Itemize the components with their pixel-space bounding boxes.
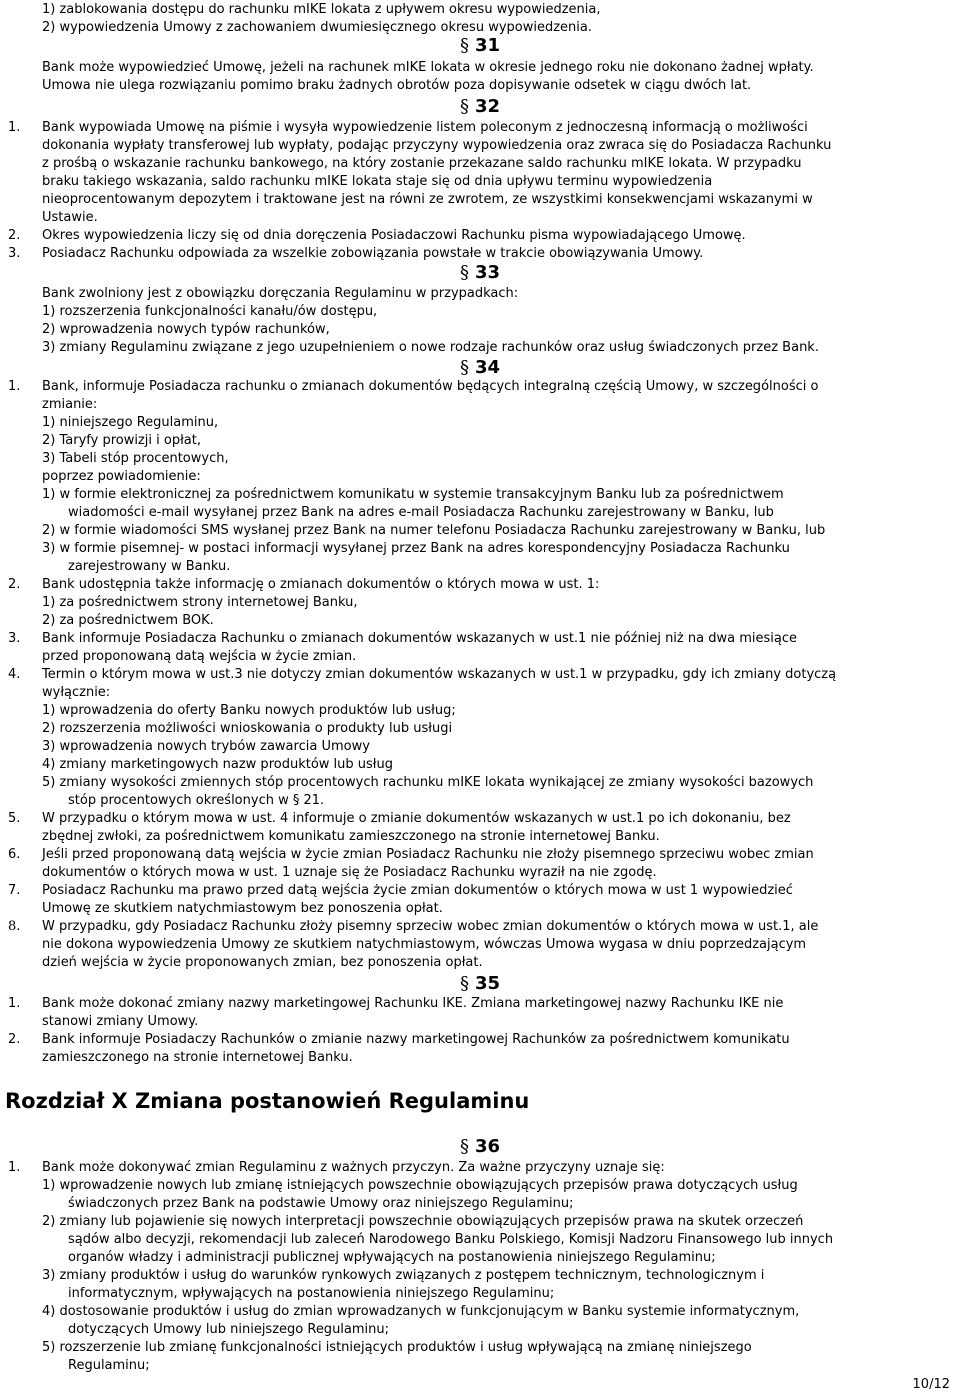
paragraph-line: Posiadacz Rachunku odpowiada za wszelkie zobowiązania powstałe w trakcie obowiązywania Umowy. bbox=[42, 246, 704, 261]
item-number: 3. bbox=[8, 246, 21, 261]
list-item: 1) zablokowania dostępu do rachunku mIKE lokata z upływem okresu wypowiedzenia, bbox=[42, 2, 601, 17]
list-item: 3) Tabeli stóp procentowych, bbox=[42, 451, 229, 466]
item-number: 1. bbox=[8, 1160, 21, 1175]
list-item-continuation: organów władzy i administracji publicznej wpływających na postanowienia niniejszego Regulaminu; bbox=[68, 1250, 716, 1265]
item-number: 2. bbox=[8, 1032, 21, 1047]
section-heading-36 bbox=[0, 1136, 960, 1158]
list-item-continuation: sądów albo decyzji, rekomendacji lub zaleceń Narodowego Banku Polskiego, Komisji Nadzoru Finansowego lub innych bbox=[68, 1232, 834, 1247]
section-number: 36 bbox=[474, 1136, 501, 1157]
paragraph-line: stanowi zmiany Umowy. bbox=[42, 1014, 199, 1029]
section-heading-31 bbox=[0, 35, 960, 57]
list-item: 2) wprowadzenia nowych typów rachunków, bbox=[42, 322, 330, 337]
paragraph-line: braku takiego wskazania, saldo rachunku mIKE lokata staje się od dnia upływu terminu wypowiedzenia bbox=[42, 174, 713, 189]
paragraph-line: Termin o którym mowa w ust.3 nie dotyczy zmian dokumentów wskazanych w ust.1 w przypadku, gdy ich zmiany dotyczą bbox=[42, 667, 837, 682]
paragraph-line: poprzez powiadomienie: bbox=[42, 469, 201, 484]
list-item-continuation: informatycznym, wpływających na postanowienia niniejszego Regulaminu; bbox=[68, 1286, 555, 1301]
item-number: 2. bbox=[8, 577, 21, 592]
list-item: 2) wypowiedzenia Umowy z zachowaniem dwumiesięcznego okresu wypowiedzenia. bbox=[42, 20, 592, 35]
paragraph-line: Bank może wypowiedzieć Umowę, jeżeli na rachunek mIKE lokata w okresie jednego roku nie dokonano żadnej wpłaty. bbox=[42, 60, 814, 75]
paragraph-line: nie dokona wypowiedzenia Umowy ze skutkiem natychmiastowym, wówczas Umowa wygasa w dniu poprzedzającym bbox=[42, 937, 807, 952]
list-item: 3) w formie pisemnej- w postaci informacji wysyłanej przez Bank na adres korespondencyjny Posiadacza Rachunku bbox=[42, 541, 790, 556]
section-symbol-icon: § bbox=[459, 35, 469, 56]
paragraph-line: dokonania wypłaty transferowej lub wypłaty, podając przyczyny wypowiedzenia oraz zwraca się do Posiadacza Rachunku bbox=[42, 138, 832, 153]
list-item: 1) za pośrednictwem strony internetowej Banku, bbox=[42, 595, 358, 610]
paragraph-line: wyłącznie: bbox=[42, 685, 111, 700]
section-number: 35 bbox=[474, 973, 501, 994]
list-item-continuation: zarejestrowany w Banku. bbox=[68, 559, 231, 574]
list-item: 1) rozszerzenia funkcjonalności kanału/ów dostępu, bbox=[42, 304, 378, 319]
paragraph-line: W przypadku o którym mowa w ust. 4 informuje o zmianie dokumentów wskazanych w ust.1 po ich dokonaniu, bez bbox=[42, 811, 791, 826]
section-heading-34 bbox=[0, 357, 960, 379]
paragraph-line: z prośbą o wskazanie rachunku bankowego, na który zostanie przekazane saldo rachunku mIKE lokata. W przypadku bbox=[42, 156, 802, 171]
list-item: 1) wprowadzenia do oferty Banku nowych produktów lub usług; bbox=[42, 703, 456, 718]
paragraph-line: dokumentów o których mowa w ust. 1 uznaje się że Posiadacz Rachunku wyraził na nie zgodę. bbox=[42, 865, 657, 880]
list-item: 5) zmiany wysokości zmiennych stóp procentowych rachunku mIKE lokata wynikającej ze zmiany wysokości bazowych bbox=[42, 775, 814, 790]
paragraph-line: Umowę ze skutkiem natychmiastowym bez ponoszenia opłat. bbox=[42, 901, 443, 916]
paragraph-line: Bank udostępnia także informację o zmianach dokumentów o których mowa w ust. 1: bbox=[42, 577, 600, 592]
section-heading-33 bbox=[0, 262, 960, 284]
list-item: 2) Taryfy prowizji i opłat, bbox=[42, 433, 201, 448]
item-number: 7. bbox=[8, 883, 21, 898]
section-number: 34 bbox=[474, 357, 501, 378]
item-number: 1. bbox=[8, 379, 21, 394]
list-item: 4) dostosowanie produktów i usług do zmian wprowadzanych w funkcjonującym w Banku systemie informatycznym, bbox=[42, 1304, 800, 1319]
paragraph-line: Umowa nie ulega rozwiązaniu pomimo braku żadnych obrotów poza dopisywanie odsetek w ciągu dwóch lat. bbox=[42, 78, 752, 93]
section-number: 33 bbox=[474, 262, 501, 283]
paragraph-line: Bank informuje Posiadaczy Rachunków o zmianie nazwy marketingowej Rachunków za pośrednictwem komunikatu bbox=[42, 1032, 790, 1047]
paragraph-line: Bank może dokonać zmiany nazwy marketingowej Rachunku IKE. Zmiana marketingowej nazwy Rachunku IKE nie bbox=[42, 996, 784, 1011]
paragraph-line: przed proponowaną datą wejścia w życie zmian. bbox=[42, 649, 357, 664]
paragraph-line: Bank może dokonywać zmian Regulaminu z ważnych przyczyn. Za ważne przyczyny uznaje się: bbox=[42, 1160, 665, 1175]
section-number: 32 bbox=[474, 96, 501, 117]
section-heading-35 bbox=[0, 973, 960, 995]
section-symbol-icon: § bbox=[459, 262, 469, 283]
list-item-continuation: świadczonych przez Bank na podstawie Umowy oraz niniejszego Regulaminu; bbox=[68, 1196, 574, 1211]
list-item-continuation: dotyczących Umowy lub niniejszego Regulaminu; bbox=[68, 1322, 390, 1337]
section-symbol-icon: § bbox=[459, 96, 469, 117]
paragraph-line: W przypadku, gdy Posiadacz Rachunku złoży pisemny sprzeciw wobec zmian dokumentów o których mowa w ust.1, ale bbox=[42, 919, 819, 934]
list-item-continuation: wiadomości e-mail wysyłanej przez Bank na adres e-mail Posiadacza Rachunku zarejestrowany w Banku, lub bbox=[68, 505, 774, 520]
list-item: 3) wprowadzenia nowych trybów zawarcia Umowy bbox=[42, 739, 370, 754]
list-item: 2) za pośrednictwem BOK. bbox=[42, 613, 214, 628]
list-item: 2) zmiany lub pojawienie się nowych interpretacji powszechnie obowiązujących przepisów prawa na skutek orzeczeń bbox=[42, 1214, 804, 1229]
list-item: 2) w formie wiadomości SMS wysłanej przez Bank na numer telefonu Posiadacza Rachunku zarejestrowany w Banku, lub bbox=[42, 523, 826, 538]
list-item: 4) zmiany marketingowych nazw produktów lub usług bbox=[42, 757, 393, 772]
paragraph-line: zmianie: bbox=[42, 397, 98, 412]
paragraph-line: Ustawie. bbox=[42, 210, 98, 225]
paragraph-line: Bank wypowiada Umowę na piśmie i wysyła wypowiedzenie listem poleconym z jednoczesną informacją o możliwości bbox=[42, 120, 808, 135]
chapter-heading: Rozdział X Zmiana postanowień Regulaminu bbox=[5, 1089, 530, 1113]
item-number: 3. bbox=[8, 631, 21, 646]
paragraph-line: dzień wejścia w życie proponowanych zmian, bez ponoszenia opłat. bbox=[42, 955, 483, 970]
paragraph-line: Bank, informuje Posiadacza rachunku o zmianach dokumentów będących integralną częścią Umowy, w szczególności o bbox=[42, 379, 819, 394]
paragraph-line: Bank zwolniony jest z obowiązku doręczania Regulaminu w przypadkach: bbox=[42, 286, 519, 301]
list-item: 3) zmiany produktów i usług do warunków rynkowych związanych z postępem technicznym, technologicznym i bbox=[42, 1268, 765, 1283]
list-item: 1) wprowadzenie nowych lub zmianę istniejących powszechnie obowiązujących przepisów prawa dotyczących usług bbox=[42, 1178, 798, 1193]
item-number: 1. bbox=[8, 996, 21, 1011]
section-symbol-icon: § bbox=[459, 357, 469, 378]
page-number: 10/12 bbox=[912, 1377, 950, 1392]
paragraph-line: Jeśli przed proponowaną datą wejścia w życie zmian Posiadacz Rachunku nie złoży pisemnego sprzeciwu wobec zmian bbox=[42, 847, 814, 862]
item-number: 2. bbox=[8, 228, 21, 243]
item-number: 1. bbox=[8, 120, 21, 135]
paragraph-line: nieoprocentowanym depozytem i traktowane jest na równi ze zwrotem, ze wszystkimi konsekwencjami wskazanymi w bbox=[42, 192, 813, 207]
section-heading-32 bbox=[0, 96, 960, 118]
item-number: 5. bbox=[8, 811, 21, 826]
list-item-continuation: Regulaminu; bbox=[68, 1358, 150, 1373]
list-item: 1) niniejszego Regulaminu, bbox=[42, 415, 219, 430]
paragraph-line: zbędnej zwłoki, za pośrednictwem komunikatu zamieszczonego na stronie internetowej Banku. bbox=[42, 829, 660, 844]
item-number: 6. bbox=[8, 847, 21, 862]
list-item: 3) zmiany Regulaminu związane z jego uzupełnieniem o nowe rodzaje rachunków oraz usług świadczonych przez Bank. bbox=[42, 340, 819, 355]
list-item: 2) rozszerzenia możliwości wnioskowania o produkty lub usługi bbox=[42, 721, 453, 736]
paragraph-line: Posiadacz Rachunku ma prawo przed datą wejścia życie zmian dokumentów o których mowa w ust 1 wypowiedzieć bbox=[42, 883, 793, 898]
list-item: 1) w formie elektronicznej za pośrednictwem komunikatu w systemie transakcyjnym Banku lub za pośrednictwem bbox=[42, 487, 784, 502]
paragraph-line: Okres wypowiedzenia liczy się od dnia doręczenia Posiadaczowi Rachunku pisma wypowiadającego Umowę. bbox=[42, 228, 746, 243]
list-item-continuation: stóp procentowych określonych w § 21. bbox=[68, 793, 325, 808]
paragraph-line: Bank informuje Posiadacza Rachunku o zmianach dokumentów wskazanych w ust.1 nie później niż na dwa miesiące bbox=[42, 631, 797, 646]
section-symbol-icon: § bbox=[459, 973, 469, 994]
list-item: 5) rozszerzenie lub zmianę funkcjonalności istniejących produktów i usług wpływającą na zmianę niniejszego bbox=[42, 1340, 752, 1355]
section-symbol-icon: § bbox=[459, 1136, 469, 1157]
item-number: 4. bbox=[8, 667, 21, 682]
section-number: 31 bbox=[474, 35, 501, 56]
item-number: 8. bbox=[8, 919, 21, 934]
paragraph-line: zamieszczonego na stronie internetowej Banku. bbox=[42, 1050, 353, 1065]
